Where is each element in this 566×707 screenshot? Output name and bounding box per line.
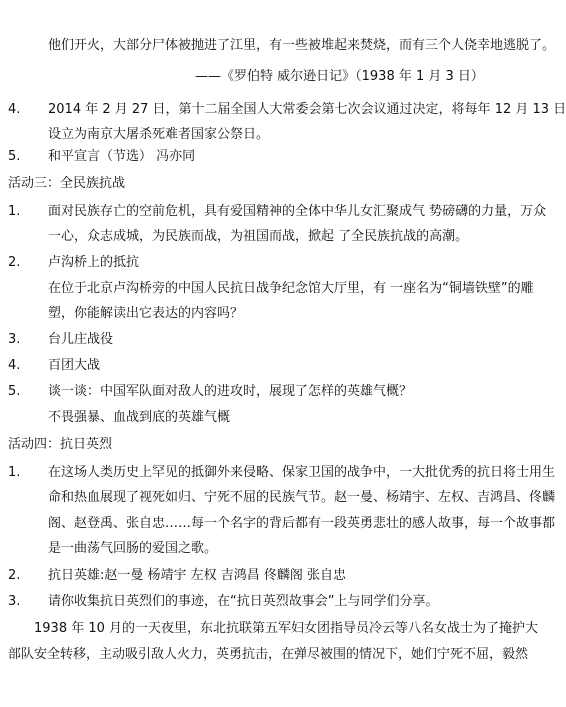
text-line: 面对民族存亡的空前危机，具有爱国精神的全体中华儿女汇聚成气 势磅礴的力量，万众: [48, 204, 547, 219]
text-line: 百团大战: [48, 358, 101, 373]
text-line: 1938 年 10 月的一天夜里，东北抗联第五军妇女团指导员冷云等八名女战士为了掩护大: [34, 621, 539, 636]
text-line: 一心，众志成城，为民族而战，为祖国而战，掀起 了全民族抗战的高潮。: [48, 229, 469, 244]
text-line: 谈一谈：中国军队面对敌人的进攻时，展现了怎样的英雄气概？: [48, 384, 413, 399]
list-number: 4.: [8, 358, 21, 373]
text-line: 抗日英雄:赵一曼 杨靖宇 左权 吉鸿昌 佟麟阁 张自忠: [48, 568, 347, 583]
section-heading-activity3: 活动三：全民族抗战: [8, 176, 126, 191]
list-number: 3.: [8, 594, 21, 609]
diary-citation: ——《罗伯特 威尔逊日记》（1938 年 1 月 3 日）: [195, 69, 484, 84]
list-number: 1.: [8, 204, 21, 219]
text-line: 命和热血展现了视死如归、宁死不屈的民族气节。赵一曼、杨靖宇、左权、吉鸿昌、佟麟: [48, 490, 556, 505]
text-line: 在位于北京卢沟桥旁的中国人民抗日战争纪念馆大厅里，有 一座名为“铜墙铁壁”的雕: [48, 281, 534, 296]
text-line: 阁、赵登禹、张自忠……每一个名字的背后都有一段英勇悲壮的感人故事，每一个故事都: [48, 516, 556, 531]
text-line: 部队安全转移，主动吸引敌人火力，英勇抗击，在弹尽被围的情况下，她们宁死不屈，毅然: [8, 647, 529, 662]
list-number: 4.: [8, 102, 21, 117]
text-line: 卢沟桥上的抵抗: [48, 255, 140, 270]
list-number: 1.: [8, 465, 21, 480]
section-heading-activity4: 活动四：抗日英烈: [8, 437, 113, 452]
text-line: 请你收集抗日英烈们的事迹，在“抗日英烈故事会”上与同学们分享。: [48, 594, 439, 609]
text-line: 2014 年 2 月 27 日，第十二届全国人大常委会第七次会议通过决定，将每年 12 月 13 日: [48, 102, 566, 117]
list-number: 5.: [8, 149, 21, 164]
text-line: 设立为南京大屠杀死难者国家公祭日。: [48, 127, 270, 142]
list-number: 5.: [8, 384, 21, 399]
text-line: 他们开火，大部分尸体被抛进了江里，有一些被堆起来焚烧，而有三个人侥幸地逃脱了。: [48, 38, 556, 53]
text-line: 是一曲荡气回肠的爱国之歌。: [48, 541, 218, 556]
list-number: 2.: [8, 568, 21, 583]
text-line: 在这场人类历史上罕见的抵御外来侵略、保家卫国的战争中，一大批优秀的抗日将士用生: [48, 465, 556, 480]
list-number: 2.: [8, 255, 21, 270]
text-line: 和平宣言（节选） 冯亦同: [48, 149, 196, 164]
text-line: 不畏强暴、血战到底的英雄气概: [48, 410, 231, 425]
text-line: 塑，你能解读出它表达的内容吗？: [48, 306, 244, 321]
text-line: 台儿庄战役: [48, 332, 114, 347]
list-number: 3.: [8, 332, 21, 347]
